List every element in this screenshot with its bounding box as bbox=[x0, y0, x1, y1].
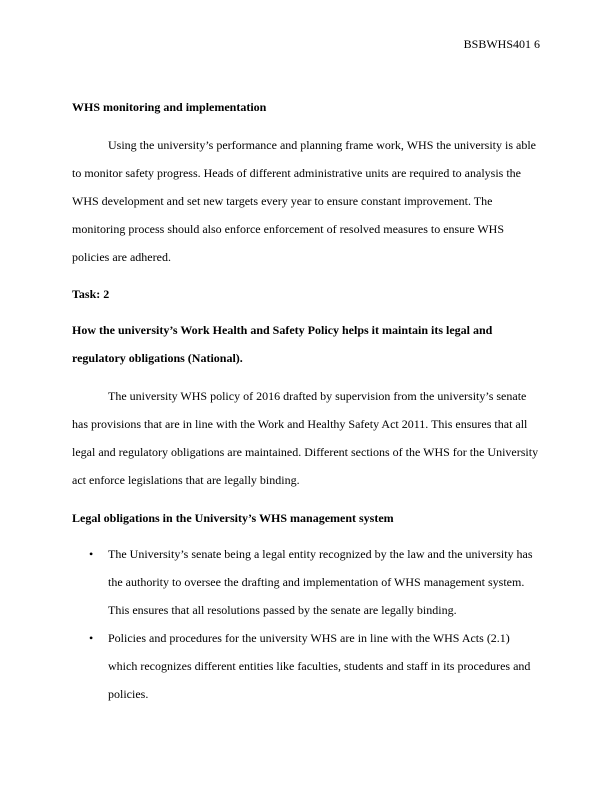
task-heading: Task: 2 bbox=[72, 287, 110, 301]
legal-obligations-heading: Legal obligations in the University’s WHS management system bbox=[72, 511, 394, 525]
legal-obligations-list bbox=[72, 540, 542, 708]
list-item bbox=[72, 624, 542, 708]
list-item-text: The University’s senate being a legal entity recognized by the law and the university has the authority to oversee the drafting and implementation of WHS management system. This ensures that all resolutions passed by the senate are legally binding. bbox=[108, 547, 533, 617]
list-item bbox=[72, 540, 542, 624]
monitoring-paragraph: Using the university’s performance and planning frame work, WHS the university is able to monitor safety progress. Heads of different administrative units are required to analysis the WHS development and set new targets every year to ensure constant improvement. The monitoring process should also enforce enforcement of resolved measures to ensure WHS policies are adhered. bbox=[72, 138, 537, 264]
running-head: BSBWHS401 6 bbox=[463, 37, 540, 51]
policy-heading: How the university’s Work Health and Safety Policy helps it maintain its legal and regulatory obligations (National). bbox=[72, 323, 493, 365]
bullet-icon: • bbox=[89, 631, 94, 645]
monitoring-heading: WHS monitoring and implementation bbox=[72, 100, 267, 114]
policy-paragraph: The university WHS policy of 2016 drafted by supervision from the university’s senate has provisions that are in line with the Work and Healthy Safety Act 2011. This ensures that all legal and regulatory obligations are maintained. Different sections of the WHS for the University act enforce legislations that are legally binding. bbox=[72, 389, 539, 487]
bullet-icon: • bbox=[89, 547, 94, 561]
list-item-text: Policies and procedures for the university WHS are in line with the WHS Acts (2.1) which recognizes different entities like faculties, students and staff in its procedures and policies. bbox=[108, 631, 531, 701]
